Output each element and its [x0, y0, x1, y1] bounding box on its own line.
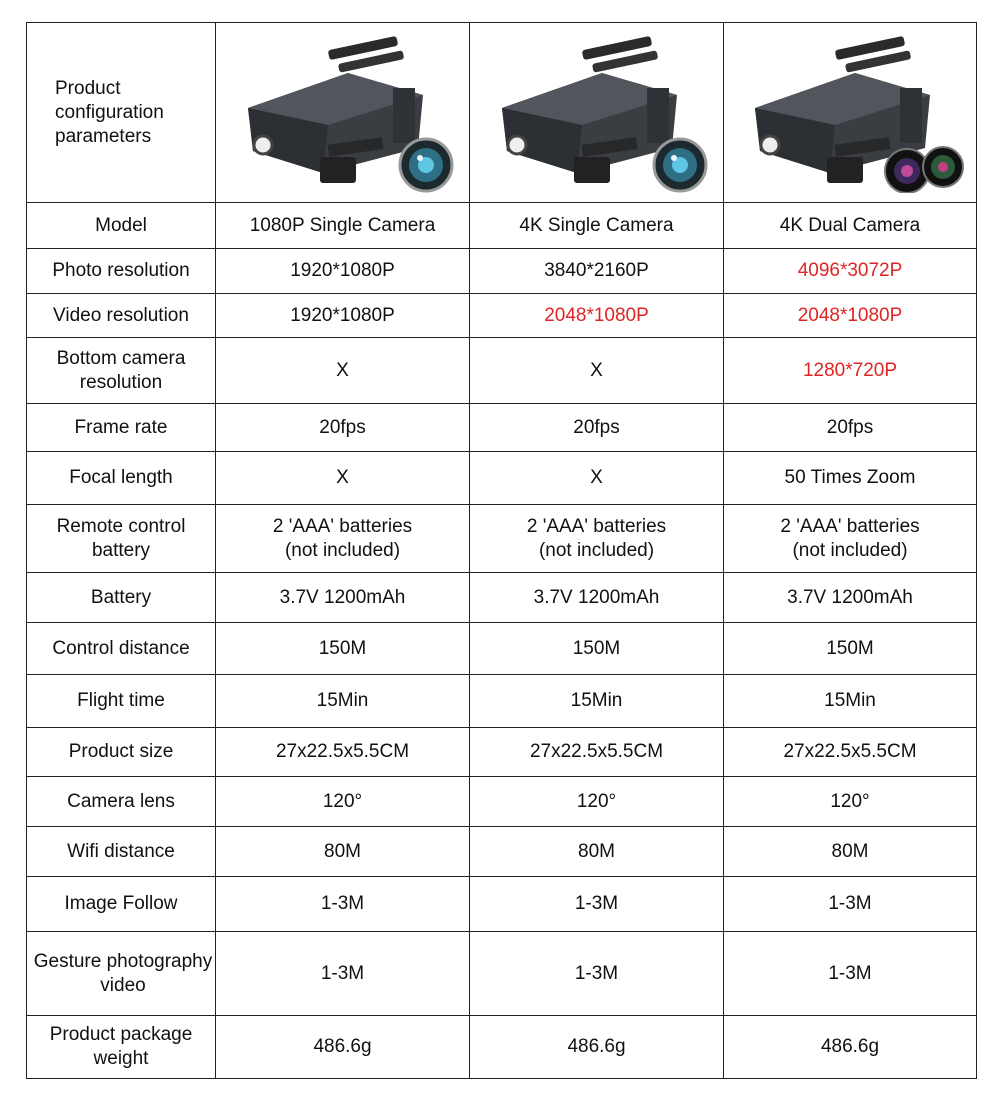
row-model — [27, 203, 977, 249]
spec-comparison-table — [26, 22, 977, 1079]
row-video-resolution — [27, 294, 977, 338]
row-value: 1-3M — [216, 932, 470, 1016]
drone-single-lens-image — [228, 33, 458, 193]
row-value: 15Min — [724, 675, 977, 728]
row-label: Image Follow — [27, 877, 216, 932]
row-label-text: Product package weight — [49, 1024, 193, 1069]
row-label — [27, 505, 216, 573]
row-value: 3.7V 1200mAh — [216, 573, 470, 623]
row-label: Battery — [27, 573, 216, 623]
row-photo-resolution — [27, 249, 977, 294]
row-label-text: Gesture photography video — [33, 950, 213, 996]
not-available-mark: X — [470, 338, 724, 404]
row-frame-rate — [27, 404, 977, 452]
row-label: Focal length — [27, 452, 216, 505]
drone-single-lens-image — [482, 33, 712, 193]
row-value — [724, 505, 977, 573]
row-value: 1-3M — [724, 877, 977, 932]
header-label-text: Product configuration parameters — [55, 77, 164, 147]
row-value-highlighted: 4096*3072P — [724, 249, 977, 294]
row-label: Frame rate — [27, 404, 216, 452]
row-value-highlighted: 2048*1080P — [724, 294, 977, 338]
row-label: Camera lens — [27, 777, 216, 827]
row-value — [216, 505, 470, 573]
row-value: 27x22.5x5.5CM — [470, 728, 724, 777]
row-value: 80M — [216, 827, 470, 877]
row-product-package-weight — [27, 1016, 977, 1079]
row-bottom-camera-resolution — [27, 338, 977, 404]
row-value: 1080P Single Camera — [216, 203, 470, 249]
header-row — [27, 23, 977, 203]
row-value: 20fps — [216, 404, 470, 452]
row-value: 1-3M — [470, 877, 724, 932]
row-value: 15Min — [470, 675, 724, 728]
row-value: 486.6g — [216, 1016, 470, 1079]
row-label-text: Remote control battery — [56, 515, 186, 561]
row-value — [470, 505, 724, 573]
row-value: 4K Dual Camera — [724, 203, 977, 249]
row-value-text: 2 'AAA' batteries (not included) — [780, 515, 920, 561]
row-value: 150M — [724, 623, 977, 675]
not-available-mark: X — [470, 452, 724, 505]
row-control-distance — [27, 623, 977, 675]
row-value: 80M — [470, 827, 724, 877]
row-value: 120° — [216, 777, 470, 827]
row-value: 50 Times Zoom — [724, 452, 977, 505]
row-remote-control-battery — [27, 505, 977, 573]
row-value: 486.6g — [724, 1016, 977, 1079]
row-value: 3840*2160P — [470, 249, 724, 294]
product-image-cell — [470, 23, 724, 203]
row-value: 1920*1080P — [216, 294, 470, 338]
row-label: Model — [27, 203, 216, 249]
row-value: 27x22.5x5.5CM — [724, 728, 977, 777]
row-value: 120° — [470, 777, 724, 827]
row-value: 1920*1080P — [216, 249, 470, 294]
row-value: 80M — [724, 827, 977, 877]
row-wifi-distance — [27, 827, 977, 877]
not-available-mark: X — [216, 452, 470, 505]
row-value: 150M — [216, 623, 470, 675]
row-value-highlighted: 2048*1080P — [470, 294, 724, 338]
row-flight-time — [27, 675, 977, 728]
row-value: 15Min — [216, 675, 470, 728]
row-value: 486.6g — [470, 1016, 724, 1079]
row-value: 20fps — [724, 404, 977, 452]
row-value-highlighted: 1280*720P — [724, 338, 977, 404]
row-label: Flight time — [27, 675, 216, 728]
row-value-text: 2 'AAA' batteries (not included) — [272, 515, 413, 561]
row-label: Video resolution — [27, 294, 216, 338]
row-value: 4K Single Camera — [470, 203, 724, 249]
row-label: Control distance — [27, 623, 216, 675]
row-value: 27x22.5x5.5CM — [216, 728, 470, 777]
row-product-size — [27, 728, 977, 777]
row-value: 150M — [470, 623, 724, 675]
not-available-mark: X — [216, 338, 470, 404]
header-label — [27, 23, 216, 203]
row-value: 20fps — [470, 404, 724, 452]
row-value: 120° — [724, 777, 977, 827]
row-value: 3.7V 1200mAh — [470, 573, 724, 623]
row-label: Wifi distance — [27, 827, 216, 877]
row-label: Product size — [27, 728, 216, 777]
row-value-text: 2 'AAA' batteries (not included) — [526, 515, 667, 561]
row-value: 1-3M — [724, 932, 977, 1016]
product-image-cell — [724, 23, 977, 203]
row-label — [27, 1016, 216, 1079]
drone-dual-lens-image — [735, 33, 965, 193]
product-image-cell — [216, 23, 470, 203]
row-label — [27, 338, 216, 404]
row-camera-lens — [27, 777, 977, 827]
row-value: 1-3M — [470, 932, 724, 1016]
row-label: Photo resolution — [27, 249, 216, 294]
row-label-text: Bottom camera resolution — [56, 347, 186, 393]
row-battery — [27, 573, 977, 623]
row-gesture-photography-video — [27, 932, 977, 1016]
row-image-follow — [27, 877, 977, 932]
row-label — [27, 932, 216, 1016]
row-value: 3.7V 1200mAh — [724, 573, 977, 623]
row-focal-length — [27, 452, 977, 505]
row-value: 1-3M — [216, 877, 470, 932]
